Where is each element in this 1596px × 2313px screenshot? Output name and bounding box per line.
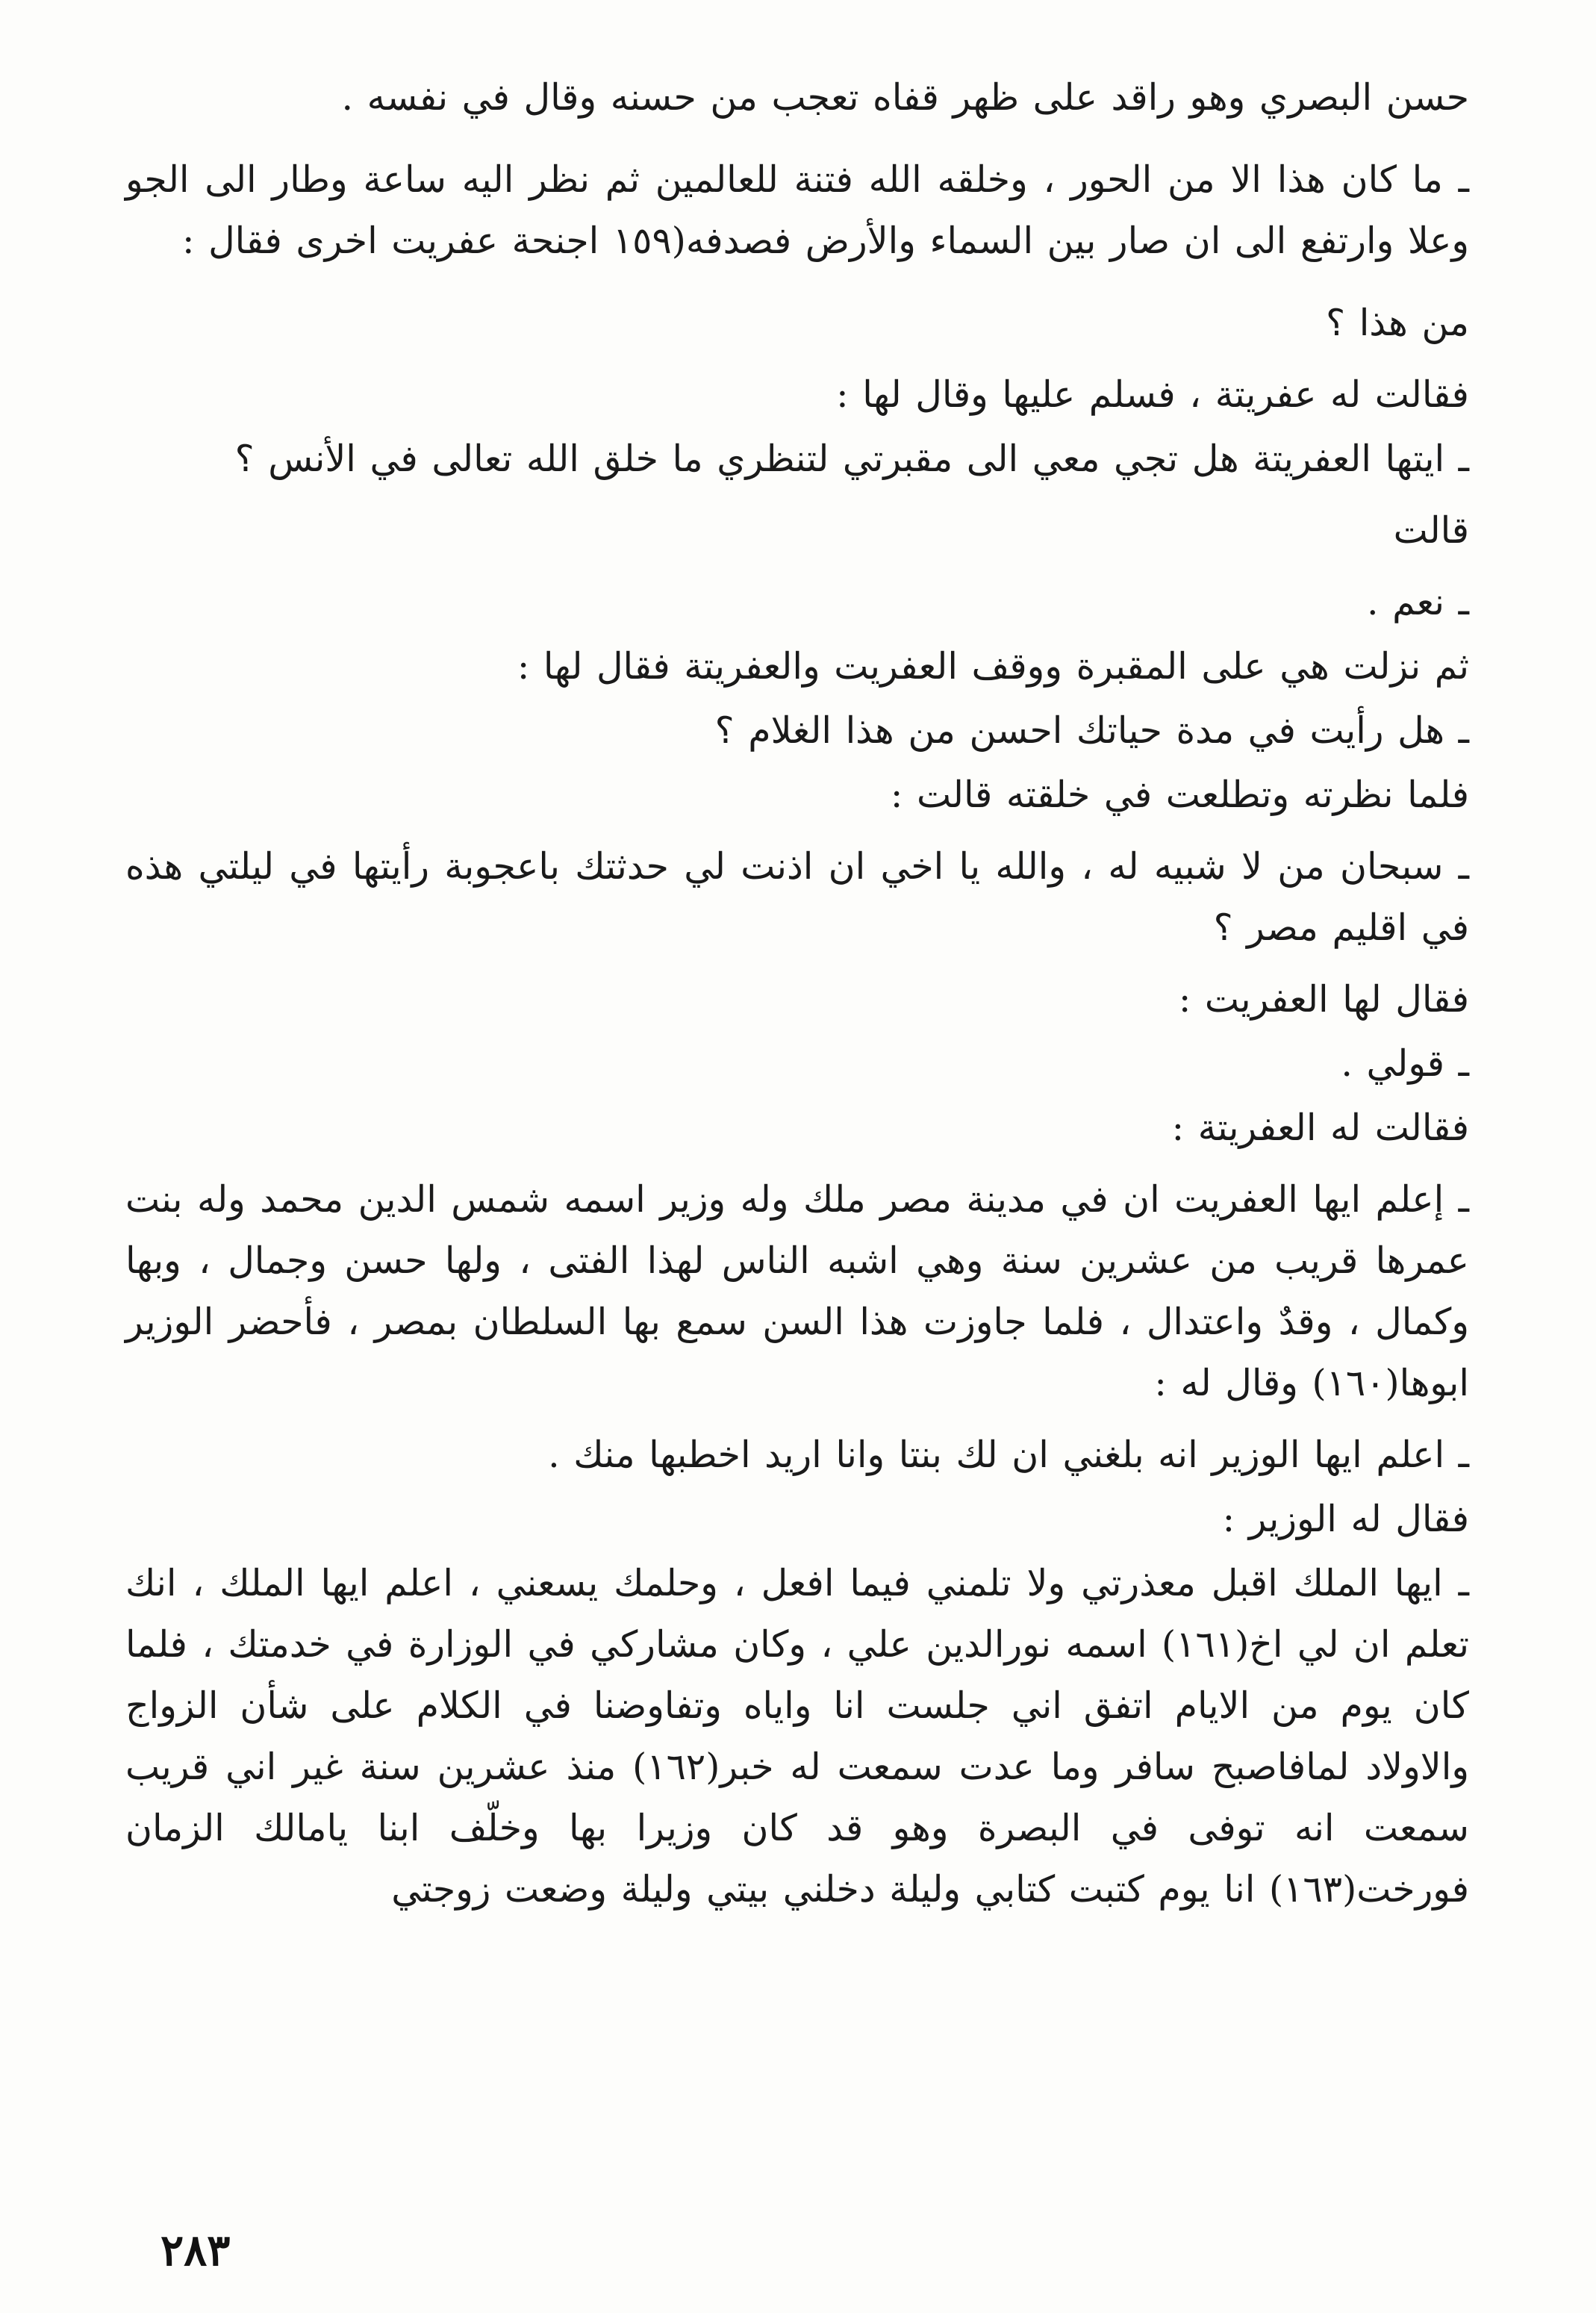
paragraph-17: فقال له الوزير : (1222, 1498, 1469, 1540)
paragraph-6: قالت (1393, 509, 1469, 552)
page-body (125, 67, 1469, 1931)
page-number: ٢٨٣ (160, 2225, 231, 2276)
paragraph-8: ثم نزلت هي على المقبرة ووقف العفريت والعفريتة فقال لها : (517, 645, 1469, 688)
paragraph-10: فلما نظرته وتطلعت في خلقته قالت : (890, 773, 1469, 816)
paragraph-4: فقالت له عفريتة ، فسلم عليها وقال لها : (836, 373, 1469, 416)
paragraph-3: من هذا ؟ (1326, 302, 1469, 344)
paragraph-2: ـ ما كان هذا الا من الحور ، وخلقه الله فتنة للعالمين ثم نظر اليه ساعة وطار الى الجو وعلا وارتفع الى ان صار بين السماء والأرض فصدفه(١٥٩ اجنحة عفريت اخرى فقال : (125, 158, 1469, 262)
paragraph-9: ـ هل رأيت في مدة حياتك احسن من هذا الغلام ؟ (714, 709, 1469, 752)
paragraph-1: حسن البصري وهو راقد على ظهر قفاه تعجب من حسنه وقال في نفسه . (341, 76, 1469, 119)
paragraph-13: ـ قولي . (1341, 1042, 1469, 1085)
paragraph-15: ـ إعلم ايها العفريت ان في مدينة مصر ملك وله وزير اسمه شمس الدين محمد وله بنت عمرها قريب من عشرين سنة وهي اشبه الناس لهذا الفتى ، ولها حسن وجمال ، وبها وكمال ، وقدٌ واعتدال ، فلما جاوزت هذا السن سمع بها السلطان بمصر ، فأحضر الوزير ابوها(١٦٠) وقال له : (125, 1178, 1469, 1404)
paragraph-16: ـ اعلم ايها الوزير انه بلغني ان لك بنتا وانا اريد اخطبها منك . (548, 1433, 1469, 1476)
paragraph-7: ـ نعم . (1367, 581, 1469, 623)
paragraph-14: فقالت له العفريتة : (1171, 1106, 1469, 1149)
paragraph-12: فقال لها العفريت : (1178, 978, 1469, 1021)
paragraph-11: ـ سبحان من لا شبيه له ، والله يا اخي ان اذنت لي حدثتك باعجوبة رأيتها في ليلتي هذه في اقليم مصر ؟ (125, 845, 1469, 949)
paragraph-18: ـ ايها الملك اقبل معذرتي ولا تلمني فيما افعل ، وحلمك يسعني ، اعلم ايها الملك ، انك تعلم ان لي اخ(١٦١) اسمه نورالدين علي ، وكان مشاركي في الوزارة في خدمتك ، فلما كان يوم من الايام اتفق اني جلست انا واياه وتفاوضنا في الكلام على شأن الزواج والاولاد لمافاصبح سافر وما عدت سمعت له خبر(١٦٢) منذ عشرين سنة غير اني قريب سمعت انه توفى في البصرة وهو قد كان وزيرا بها وخلّف ابنا يامالك الزمان فورخت(١٦٣) انا يوم كتبت كتابي وليلة دخلني بيتي وليلة وضعت زوجتي (125, 1562, 1469, 1911)
paragraph-5: ـ ايتها العفريتة هل تجي معي الى مقبرتي لتنظري ما خلق الله تعالى في الأنس ؟ (234, 438, 1469, 480)
